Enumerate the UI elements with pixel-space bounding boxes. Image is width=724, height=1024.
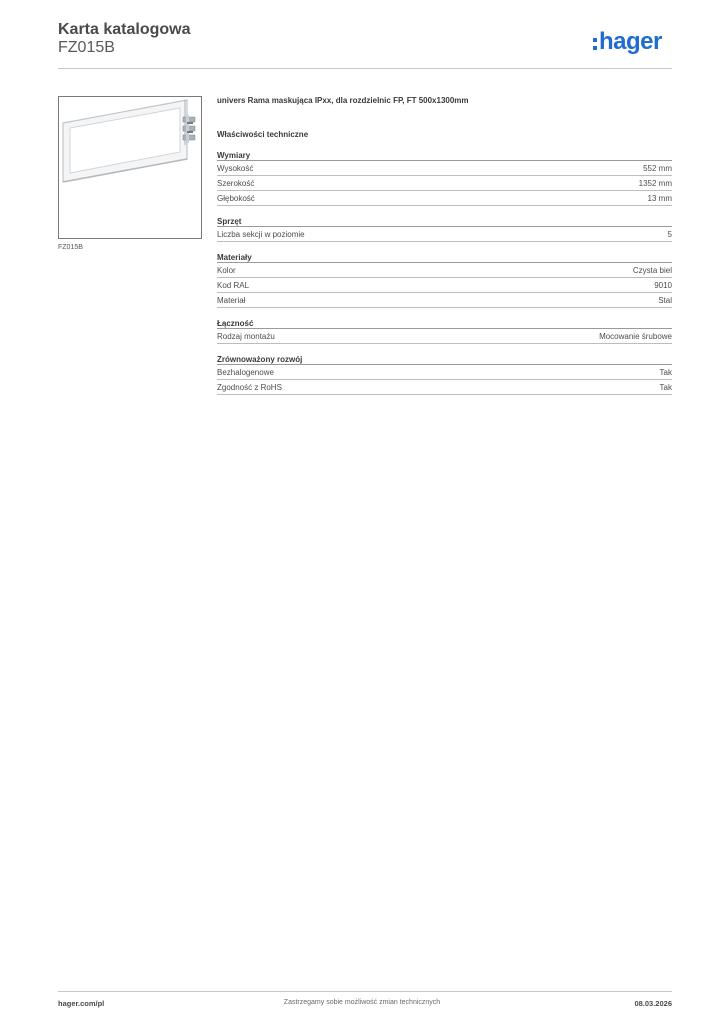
spec-label: Wysokość <box>217 164 254 173</box>
spec-row <box>217 191 672 206</box>
spec-label: Głębokość <box>217 194 255 203</box>
spec-label: Liczba sekcji w poziomie <box>217 230 305 239</box>
spec-label: Bezhalogenowe <box>217 368 274 377</box>
spec-row <box>217 329 672 344</box>
spec-value: Tak <box>659 383 672 392</box>
footer-divider <box>58 991 672 992</box>
spec-group-dimensions <box>217 150 672 206</box>
footer-website: hager.com/pl <box>58 999 105 1008</box>
document-title: Karta katalogowa <box>58 21 191 38</box>
footer-date: 08.03.2026 <box>634 999 672 1008</box>
spec-value: 5 <box>667 230 672 239</box>
spec-value: Tak <box>659 368 672 377</box>
spec-value: Mocowanie śrubowe <box>599 332 672 341</box>
footer-disclaimer: Zastrzegamy sobie możliwość zmian technicznych <box>283 999 441 1006</box>
spec-row <box>217 161 672 176</box>
spec-row <box>217 365 672 380</box>
spec-row <box>217 227 672 242</box>
group-title: Łączność <box>217 318 672 329</box>
spec-value: 9010 <box>654 281 672 290</box>
section-heading: Właściwości techniczne <box>217 130 309 139</box>
image-caption: FZ015B <box>58 244 83 251</box>
spec-group-connectivity <box>217 318 672 344</box>
spec-value: Czysta biel <box>632 266 672 275</box>
header-divider <box>58 68 672 69</box>
specifications <box>217 96 672 395</box>
group-title: Wymiary <box>217 150 672 161</box>
logo-dots-icon <box>593 38 597 50</box>
spec-label: Kolor <box>217 266 236 275</box>
spec-group-hardware <box>217 216 672 242</box>
group-title: Zrównoważony rozwój <box>217 354 672 365</box>
group-title: Materiały <box>217 252 672 263</box>
spec-value: Stal <box>658 296 672 305</box>
spec-group-materials <box>217 252 672 308</box>
spec-label: Szerokość <box>217 179 255 188</box>
logo-text: hager <box>599 28 662 55</box>
spec-row <box>217 278 672 293</box>
product-image <box>58 96 202 239</box>
spec-label: Kod RAL <box>217 281 250 290</box>
masking-frame-illustration <box>59 97 201 238</box>
hager-logo <box>593 29 662 55</box>
spec-value: 552 mm <box>643 164 672 173</box>
spec-row <box>217 293 672 308</box>
spec-value: 13 mm <box>647 194 672 203</box>
spec-group-sustainability <box>217 354 672 395</box>
spec-label: Materiał <box>217 296 246 305</box>
spec-value: 1352 mm <box>638 179 672 188</box>
spec-row <box>217 176 672 191</box>
spec-row <box>217 263 672 278</box>
spec-row <box>217 380 672 395</box>
product-code: FZ015B <box>58 39 115 56</box>
product-description: univers Rama maskująca IPxx, dla rozdzielnic FP, FT 500x1300mm <box>217 96 469 105</box>
spec-label: Rodzaj montażu <box>217 332 275 341</box>
spec-label: Zgodność z RoHS <box>217 383 282 392</box>
group-title: Sprzęt <box>217 216 672 227</box>
